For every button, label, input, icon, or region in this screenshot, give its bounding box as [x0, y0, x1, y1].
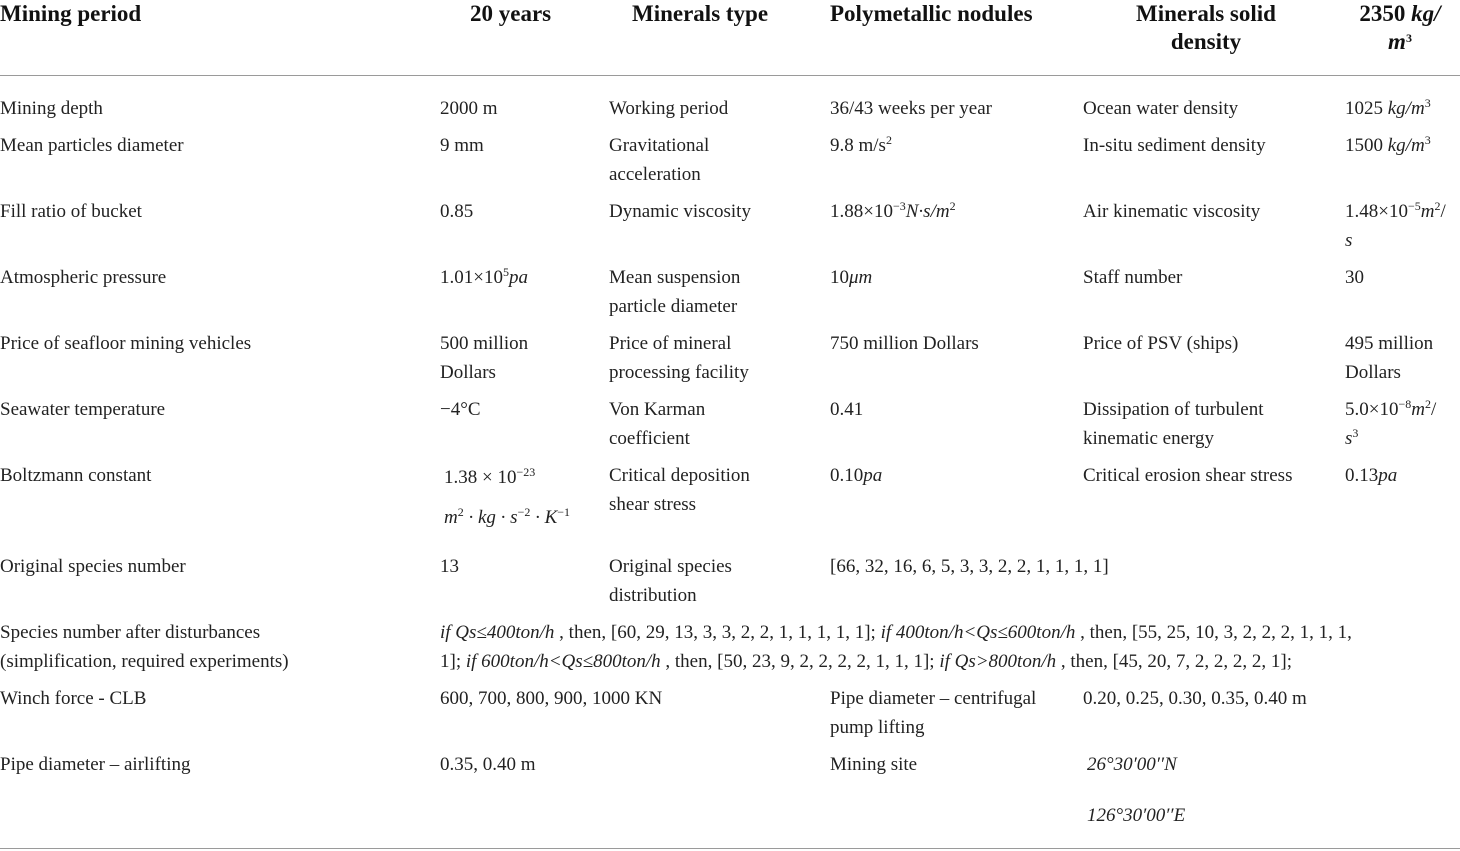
row7-value2: 0.10pa — [830, 465, 883, 486]
row8-label: Original species number — [0, 556, 186, 577]
row1-label: Mining depth — [0, 98, 103, 119]
row6-value2: 0.41 — [830, 399, 864, 420]
row5-value3: 495 million Dollars — [1345, 333, 1434, 383]
row6-label2: Von Karman coefficient — [609, 399, 706, 449]
row8-value: 13 — [440, 556, 459, 577]
header-rule — [0, 75, 1460, 76]
header-polymetallic-nodules: Polymetallic nodules — [830, 1, 1033, 26]
row2-value2: 9.8 $m/s^2$ — [830, 133, 892, 156]
row4-value: $1.01\times 10^5pa$ — [440, 265, 528, 288]
row1-value3: 1025 $kg/m^3$ — [1345, 96, 1431, 119]
row10-value: 600, 700, 800, 900, 1000 KN — [440, 688, 663, 709]
header-minerals-type: Minerals type — [632, 1, 769, 26]
row4-value2: 10μm — [830, 267, 873, 288]
row7-value: $1.38 \times 10^{-23}$ $m^2$ · kg · $s^{-2} \cdot K^{-1}$ — [444, 465, 571, 528]
row10-label: Winch force - CLB — [0, 688, 147, 709]
header-mining-period: Mining period — [0, 1, 142, 26]
row8-value2: [66, 32, 16, 6, 5, 3, 3, 2, 2, 1, 1, 1, 1] — [830, 556, 1109, 577]
row7-value3: 0.13pa — [1345, 465, 1398, 486]
row1-label2: Working period — [609, 98, 729, 119]
row11-label2: Mining site — [830, 754, 918, 775]
row3-value2: $1.88\times 10^{-3}N\cdot s/m^2$ — [830, 199, 956, 222]
row3-label2: Dynamic viscosity — [609, 201, 751, 222]
row3-value3: $1.48\times 10^{-5}m^2/$ s — [1345, 199, 1446, 251]
row11-mining-site-coords: 26°30′00′′N 126°30′00′′E — [1087, 754, 1186, 826]
header-density-value: 2350 kg/ $m^3$ — [1359, 1, 1441, 54]
row7-label2: Critical deposition shear stress — [609, 465, 750, 515]
row7-label3: Critical erosion shear stress — [1083, 465, 1293, 486]
row2-label2: Gravitational acceleration — [609, 135, 710, 185]
row7-label: Boltzmann constant — [0, 465, 152, 486]
row6-label3: Dissipation of turbulent kinematic energy — [1083, 399, 1264, 449]
row3-value: 0.85 — [440, 201, 474, 222]
row6-label: Seawater temperature — [0, 399, 166, 420]
header-minerals-solid-density: Minerals solid density — [1136, 1, 1276, 54]
row1-value2: 36/43 weeks per year — [830, 98, 992, 119]
header-20-years: 20 years — [470, 1, 552, 26]
bottom-rule — [0, 848, 1460, 849]
row8-label2: Original species distribution — [609, 556, 732, 606]
row2-value3: 1500 $kg/m^3$ — [1345, 133, 1431, 156]
row4-value3: 30 — [1345, 267, 1364, 288]
row1-label3: Ocean water density — [1083, 98, 1239, 119]
row1-value: 2000 m — [440, 98, 498, 119]
row2-value: 9 mm — [440, 135, 484, 156]
row5-value2: 750 million Dollars — [830, 333, 979, 354]
row2-label: Mean particles diameter — [0, 135, 184, 156]
row5-label: Price of seafloor mining vehicles — [0, 333, 252, 354]
row4-label3: Staff number — [1083, 267, 1183, 288]
row5-value: 500 million Dollars — [440, 333, 529, 383]
row5-label2: Price of mineral processing facility — [609, 333, 749, 383]
row6-value3: $5.0\times 10^{-8}m^2/$ $s^3$ — [1345, 397, 1437, 449]
row10-value2: 0.20, 0.25, 0.30, 0.35, 0.40 m — [1083, 688, 1307, 709]
row5-label3: Price of PSV (ships) — [1083, 333, 1239, 354]
row10-label2: Pipe diameter – centrifugal pump lifting — [830, 688, 1037, 738]
row9-label: Species number after disturbances (simplification, required experiments) — [0, 622, 289, 672]
row6-value: −4°C — [440, 399, 481, 420]
row11-label: Pipe diameter – airlifting — [0, 754, 191, 775]
row3-label3: Air kinematic viscosity — [1083, 201, 1261, 222]
row11-value: 0.35, 0.40 m — [440, 754, 536, 775]
row4-label: Atmospheric pressure — [0, 267, 167, 288]
row3-label: Fill ratio of bucket — [0, 201, 142, 222]
row4-label2: Mean suspension particle diameter — [609, 267, 741, 317]
row9-conditions: if Qs≤400ton/h , then, [60, 29, 13, 3, 3, 2, 2, 1, 1, 1, 1, 1]; if 400ton/h<Qs≤600ton/h , then, [55, 25, 10, 3, 2, 2, 2, 1, 1, 1, 1]; if 600ton/h<Qs≤800ton/h , then, [50, 23, 9, 2, 2, 2, 2, 1, 1, 1]; if Qs>800ton/h , then, [45, 20, 7, 2, 2, 2, 2, 1]; — [440, 622, 1352, 672]
row2-label3: In-situ sediment density — [1083, 135, 1266, 156]
